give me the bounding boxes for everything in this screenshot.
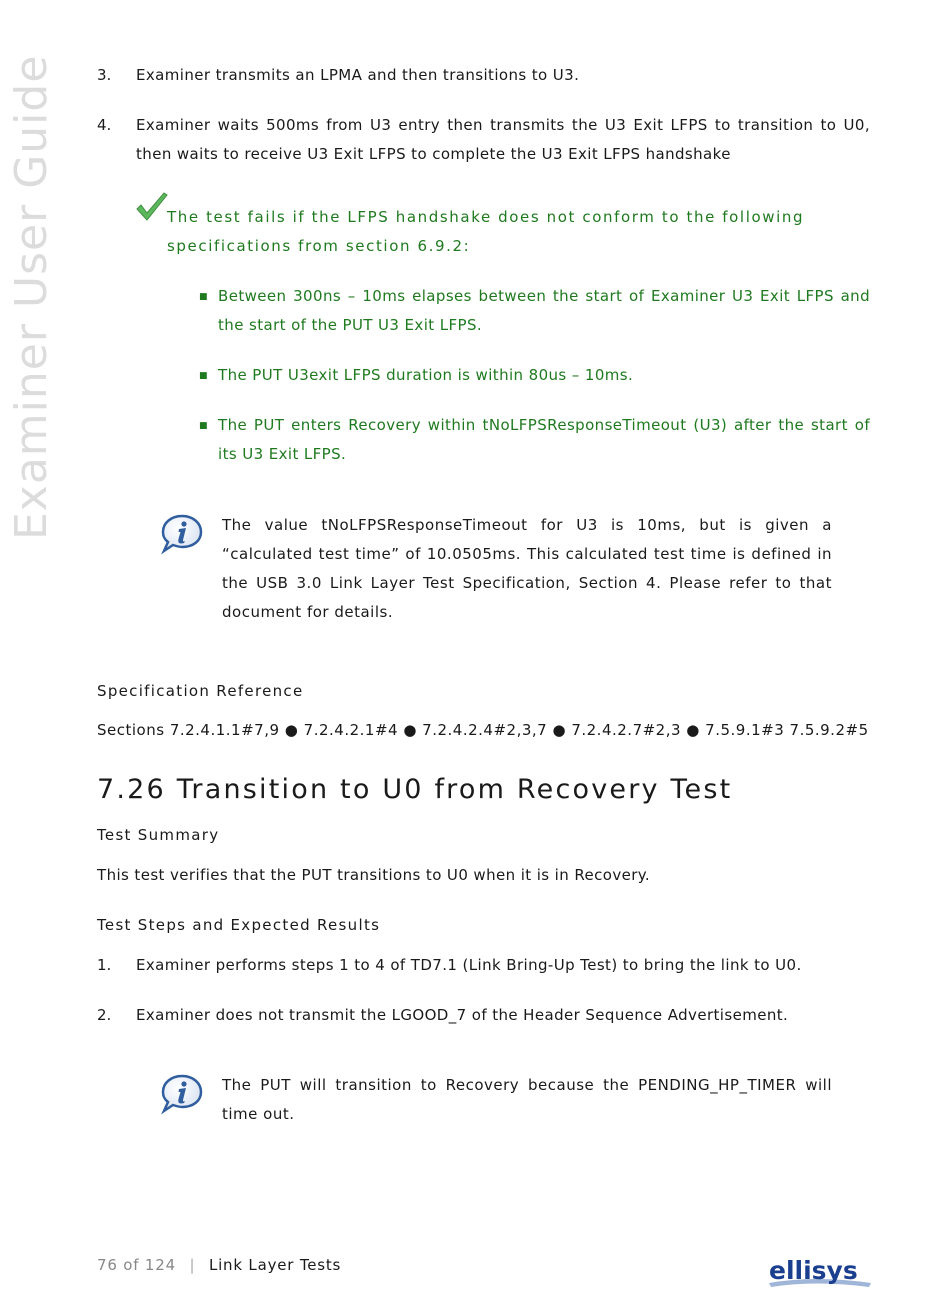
bullet-marker: ■ [199, 421, 208, 431]
test-steps-heading: Test Steps and Expected Results [97, 916, 381, 934]
step-number: 3. [97, 66, 112, 84]
bullet-text: The PUT U3exit LFPS duration is within 80us – 10ms. [218, 366, 634, 384]
logo-text: ellisys [769, 1256, 858, 1285]
step-text: Examiner does not transmit the LGOOD_7 of the Header Sequence Advertisement. [136, 1006, 789, 1024]
test-summary-text: This test verifies that the PUT transitions to U0 when it is in Recovery. [97, 866, 651, 884]
step-text: Examiner waits 500ms from U3 entry then transmits the U3 Exit LFPS to transition to U0, then waits to receive U3 Exit LFPS to complete the U3 Exit LFPS handshake [136, 116, 870, 163]
step-number: 1. [97, 956, 112, 974]
bullet-marker: ■ [199, 292, 208, 302]
info-note-text: The PUT will transition to Recovery because the PENDING_HP_TIMER will time out. [222, 1076, 832, 1123]
checkmark-icon [135, 192, 169, 228]
spec-ref-text: Sections 7.2.4.1.1#7,9 ● 7.2.4.2.1#4 ● 7.2.4.2.4#2,3,7 ● 7.2.4.2.7#2,3 ● 7.5.9.1#3 7.5.9.2#5 [97, 721, 869, 739]
spec-ref-heading: Specification Reference [97, 682, 304, 700]
footer [97, 1256, 341, 1274]
section-title: 7.26 Transition to U0 from Recovery Test [97, 774, 733, 805]
footer-separator: | [189, 1256, 196, 1274]
sidebar-title: Examiner User Guide [6, 54, 57, 540]
step-text: Examiner transmits an LPMA and then transitions to U3. [136, 66, 580, 84]
page-number: 76 of 124 [97, 1256, 176, 1274]
footer-section: Link Layer Tests [208, 1256, 342, 1274]
test-summary-heading: Test Summary [97, 826, 220, 844]
info-note-text: The value tNoLFPSResponseTimeout for U3 is 10ms, but is given a “calculated test time” of 10.0505ms. This calculated test time is defined in the USB 3.0 Link Layer Test Specification, Section 4. Please refer to that document for details. [222, 516, 832, 621]
info-icon [160, 1073, 204, 1119]
step-text: Examiner performs steps 1 to 4 of TD7.1 (Link Bring-Up Test) to bring the link to U0. [136, 956, 802, 974]
bullet-text: The PUT enters Recovery within tNoLFPSResponseTimeout (U3) after the start of its U3 Exit LFPS. [218, 416, 870, 463]
bullet-text: Between 300ns – 10ms elapses between the start of Examiner U3 Exit LFPS and the start of the PUT U3 Exit LFPS. [218, 287, 870, 334]
bullet-marker: ■ [199, 371, 208, 381]
step-number: 4. [97, 116, 112, 134]
ellisys-logo [765, 1253, 875, 1293]
info-icon [160, 513, 204, 559]
note-title: The test fails if the LFPS handshake does not conform to the following specifications from section 6.9.2: [167, 208, 805, 255]
step-number: 2. [97, 1006, 112, 1024]
